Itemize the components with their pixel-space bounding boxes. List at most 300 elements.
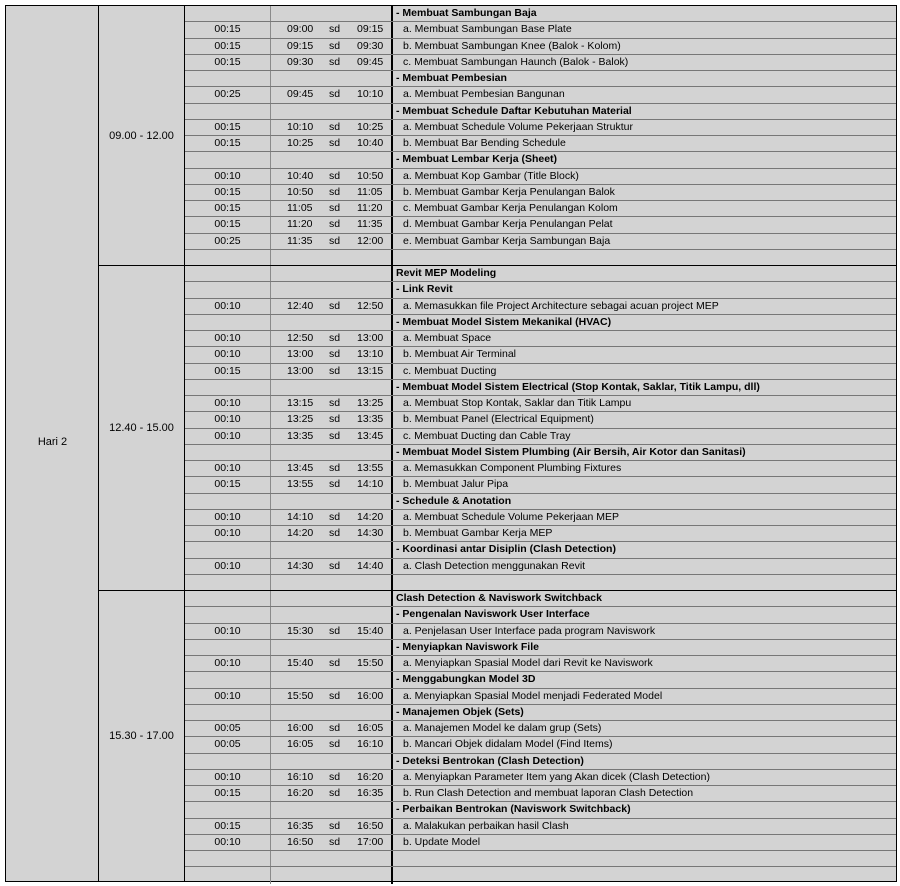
end-time: 10:40 [357, 137, 384, 149]
time-range-cell [271, 104, 393, 119]
sd-separator: sd [329, 120, 341, 133]
end-time: 09:30 [357, 39, 384, 52]
session-time: 09.00 - 12.00 [99, 6, 185, 265]
start-time: 15:40 [287, 657, 314, 669]
table-row [185, 217, 896, 233]
time-range-cell [271, 737, 393, 752]
time-range-cell [271, 591, 393, 606]
section-header-row [185, 71, 896, 87]
table-row [185, 429, 896, 445]
time-range-cell [271, 672, 393, 687]
section-header-row [185, 754, 896, 770]
start-time: 14:10 [287, 510, 314, 523]
activity-description: - Membuat Model Sistem Electrical (Stop Kontak, Saklar, Titik Lampu, dll) [396, 380, 760, 393]
sd-separator: sd [329, 722, 341, 734]
session-block-3 [99, 590, 896, 881]
activity-description [393, 575, 896, 591]
table-row [185, 559, 896, 575]
time-range-cell [271, 640, 393, 655]
activity-description: - Membuat Model Sistem Mekanikal (HVAC) [396, 315, 612, 328]
end-time: 12:00 [357, 234, 384, 247]
start-time: 10:10 [287, 120, 314, 133]
duration-cell: 00:15 [185, 39, 271, 54]
start-time: 14:20 [287, 527, 314, 539]
duration-cell: 00:25 [185, 87, 271, 102]
section-header-row [185, 542, 896, 558]
activity-description: - Pengenalan Naviswork User Interface [396, 608, 590, 621]
sd-separator: sd [329, 23, 341, 36]
table-row [185, 819, 896, 835]
end-time: 13:25 [357, 397, 384, 409]
duration-cell [185, 754, 271, 769]
time-range-cell [271, 380, 393, 395]
time-range-cell [271, 835, 393, 850]
start-time: 13:00 [287, 364, 314, 377]
time-range-cell [271, 87, 393, 102]
table-row [185, 721, 896, 737]
duration-cell: 00:15 [185, 364, 271, 379]
start-time: 15:50 [287, 689, 314, 702]
sd-separator: sd [329, 770, 341, 783]
end-time: 09:15 [357, 23, 384, 36]
time-range-cell [271, 6, 393, 21]
activity-description: a. Membuat Pembesian Bangunan [403, 88, 565, 101]
start-time: 14:30 [287, 559, 314, 572]
table-row [185, 396, 896, 412]
day-column [6, 6, 99, 881]
start-time: 13:00 [287, 348, 314, 361]
end-time: 13:15 [357, 364, 384, 377]
time-range-cell [271, 656, 393, 671]
table-row [185, 656, 896, 672]
section-header-row [185, 607, 896, 623]
section-header-row [185, 282, 896, 298]
time-range-cell [271, 542, 393, 557]
session-time: 15.30 - 17.00 [99, 591, 185, 881]
duration-cell: 00:10 [185, 429, 271, 444]
duration-cell [185, 6, 271, 21]
activity-description: b. Run Clash Detection and membuat laporan Clash Detection [403, 787, 694, 799]
day-label: Hari 2 [37, 436, 68, 448]
start-time: 12:50 [287, 332, 314, 344]
table-row [185, 770, 896, 786]
session-rows [185, 6, 896, 266]
session-time: 12.40 - 15.00 [99, 266, 185, 590]
section-header-row [185, 672, 896, 688]
activity-description: a. Membuat Schedule Volume Pekerjaan Struktur [403, 120, 633, 133]
start-time: 09:45 [287, 88, 314, 101]
end-time: 15:50 [357, 657, 384, 669]
end-time: 13:35 [357, 413, 384, 426]
table-row [185, 526, 896, 542]
sd-separator: sd [329, 819, 341, 832]
sd-separator: sd [329, 478, 341, 491]
empty-row [185, 250, 896, 266]
duration-cell [185, 542, 271, 557]
activity-description: - Menggabungkan Model 3D [396, 673, 536, 686]
start-time: 11:35 [287, 234, 313, 247]
table-row [185, 412, 896, 428]
time-range-cell [271, 217, 393, 232]
duration-cell: 00:10 [185, 299, 271, 314]
table-row [185, 510, 896, 526]
activity-description: - Membuat Model Sistem Plumbing (Air Bersih, Air Kotor dan Sanitasi) [396, 445, 746, 458]
activity-description: - Koordinasi antar Disiplin (Clash Detection) [396, 543, 616, 556]
end-time: 10:50 [357, 169, 384, 182]
table-row [185, 120, 896, 136]
duration-cell: 00:15 [185, 217, 271, 232]
start-time: 16:50 [287, 835, 314, 848]
start-time: 09:15 [287, 39, 314, 52]
activity-description: - Membuat Pembesian [396, 72, 507, 84]
duration-cell [185, 282, 271, 297]
activity-description: - Membuat Schedule Daftar Kebutuhan Material [396, 104, 632, 117]
activity-description: a. Membuat Space [403, 332, 492, 344]
sd-separator: sd [329, 364, 341, 377]
activity-description: a. Clash Detection menggunakan Revit [403, 559, 586, 572]
start-time: 16:10 [287, 770, 314, 783]
sd-separator: sd [329, 413, 341, 426]
time-range-cell [271, 152, 393, 167]
table-row [185, 136, 896, 152]
duration-cell [185, 315, 271, 330]
activity-description: a. Menyiapkan Parameter Item yang Akan dicek (Clash Detection) [403, 770, 710, 783]
time-range-cell [271, 559, 393, 574]
end-time: 12:50 [357, 299, 384, 312]
end-time: 14:20 [357, 510, 384, 523]
duration-cell: 00:10 [185, 169, 271, 184]
time-range-cell [271, 575, 393, 591]
duration-cell [185, 71, 271, 86]
time-range-cell [271, 802, 393, 817]
table-row [185, 689, 896, 705]
time-range-cell [271, 754, 393, 769]
start-time: 13:35 [287, 429, 314, 442]
duration-cell: 00:05 [185, 737, 271, 752]
time-range-cell [271, 136, 393, 151]
table-row [185, 786, 896, 802]
activity-description: Revit MEP Modeling [396, 267, 497, 279]
end-time: 13:55 [357, 462, 384, 474]
table-row [185, 22, 896, 38]
time-range-cell [271, 169, 393, 184]
time-range-cell [271, 786, 393, 801]
sd-separator: sd [329, 462, 341, 474]
start-time: 15:30 [287, 624, 314, 637]
activity-description: a. Menyiapkan Spasial Model menjadi Federated Model [403, 689, 663, 702]
duration-cell: 00:10 [185, 331, 271, 346]
time-range-cell [271, 494, 393, 509]
session-block-1 [99, 6, 896, 265]
section-header-row [185, 266, 896, 282]
duration-cell [185, 104, 271, 119]
duration-cell [185, 250, 271, 266]
time-range-cell [271, 867, 393, 883]
duration-cell: 00:15 [185, 477, 271, 492]
section-header-row [185, 445, 896, 461]
sd-separator: sd [329, 787, 341, 799]
section-header-row [185, 705, 896, 721]
end-time: 16:35 [357, 787, 384, 799]
duration-cell [185, 802, 271, 817]
end-time: 16:00 [357, 689, 384, 702]
time-range-cell [271, 607, 393, 622]
sd-separator: sd [329, 185, 341, 198]
sd-separator: sd [329, 39, 341, 52]
duration-cell: 00:10 [185, 689, 271, 704]
duration-cell: 00:10 [185, 461, 271, 476]
start-time: 11:20 [287, 218, 313, 231]
start-time: 16:35 [287, 819, 314, 832]
start-time: 11:05 [287, 202, 313, 214]
duration-cell [185, 575, 271, 591]
section-header-row [185, 494, 896, 510]
time-range-cell [271, 429, 393, 444]
activity-description: c. Membuat Ducting [403, 364, 497, 377]
start-time: 13:25 [287, 413, 314, 426]
duration-cell [185, 380, 271, 395]
activity-description: - Deteksi Bentrokan (Clash Detection) [396, 754, 584, 767]
time-range-cell [271, 331, 393, 346]
sd-separator: sd [329, 689, 341, 702]
duration-cell: 00:10 [185, 510, 271, 525]
duration-cell: 00:10 [185, 412, 271, 427]
duration-cell: 00:05 [185, 721, 271, 736]
session-rows [185, 266, 896, 591]
activity-description: b. Update Model [403, 835, 481, 848]
time-range-cell [271, 526, 393, 541]
table-row [185, 835, 896, 851]
duration-cell [185, 640, 271, 655]
activity-description: a. Menyiapkan Spasial Model dari Revit ke Naviswork [403, 657, 653, 669]
section-header-row [185, 802, 896, 818]
activity-description: a. Membuat Kop Gambar (Title Block) [403, 169, 579, 182]
duration-cell [185, 867, 271, 883]
duration-cell: 00:25 [185, 234, 271, 249]
duration-cell [185, 851, 271, 866]
table-row [185, 234, 896, 250]
session-rows [185, 591, 896, 884]
time-range-cell [271, 510, 393, 525]
time-range-cell [271, 234, 393, 249]
duration-cell: 00:15 [185, 786, 271, 801]
table-row [185, 39, 896, 55]
session-block-2 [99, 265, 896, 590]
sd-separator: sd [329, 559, 341, 572]
activity-description: b. Membuat Gambar Kerja MEP [403, 527, 553, 539]
end-time: 14:10 [357, 478, 384, 491]
activity-description [393, 851, 896, 866]
duration-cell: 00:10 [185, 396, 271, 411]
activity-description: - Link Revit [396, 283, 453, 296]
table-row [185, 477, 896, 493]
time-range-cell [271, 282, 393, 297]
duration-cell: 00:10 [185, 835, 271, 850]
sd-separator: sd [329, 137, 341, 149]
duration-cell: 00:10 [185, 624, 271, 639]
sd-separator: sd [329, 527, 341, 539]
time-range-cell [271, 71, 393, 86]
start-time: 12:40 [287, 299, 314, 312]
start-time: 16:20 [287, 787, 314, 799]
activity-description: b. Membuat Bar Bending Schedule [403, 137, 566, 149]
start-time: 10:25 [287, 137, 314, 149]
sd-separator: sd [329, 332, 341, 344]
end-time: 16:10 [357, 738, 384, 751]
duration-cell: 00:10 [185, 559, 271, 574]
end-time: 11:05 [357, 185, 383, 198]
time-range-cell [271, 851, 393, 866]
activity-description: - Membuat Lembar Kerja (Sheet) [396, 153, 558, 166]
start-time: 09:30 [287, 55, 314, 68]
sd-separator: sd [329, 397, 341, 409]
activity-description: e. Membuat Gambar Kerja Sambungan Baja [403, 234, 611, 247]
activity-description: - Perbaikan Bentrokan (Naviswork Switchback) [396, 803, 631, 816]
end-time: 17:00 [357, 835, 384, 848]
time-range-cell [271, 624, 393, 639]
table-row [185, 55, 896, 71]
duration-cell: 00:10 [185, 656, 271, 671]
activity-description: a. Memasukkan file Project Architecture sebagai acuan project MEP [403, 299, 719, 312]
time-range-cell [271, 185, 393, 200]
duration-cell: 00:10 [185, 526, 271, 541]
activity-description [393, 250, 896, 266]
end-time: 11:35 [357, 218, 383, 231]
start-time: 16:05 [287, 738, 314, 751]
time-range-cell [271, 364, 393, 379]
duration-cell [185, 445, 271, 460]
time-range-cell [271, 689, 393, 704]
activity-description: d. Membuat Gambar Kerja Penulangan Pelat [403, 218, 613, 231]
duration-cell: 00:15 [185, 22, 271, 37]
sd-separator: sd [329, 169, 341, 182]
sd-separator: sd [329, 55, 341, 68]
time-range-cell [271, 299, 393, 314]
sd-separator: sd [329, 218, 341, 231]
table-row [185, 87, 896, 103]
time-range-cell [271, 120, 393, 135]
activity-description: a. Malakukan perbaikan hasil Clash [403, 819, 569, 832]
time-range-cell [271, 266, 393, 281]
end-time: 13:00 [357, 332, 384, 344]
time-range-cell [271, 412, 393, 427]
activity-description: b. Membuat Air Terminal [403, 348, 517, 361]
activity-description: a. Manajemen Model ke dalam grup (Sets) [403, 722, 602, 734]
duration-cell: 00:15 [185, 136, 271, 151]
duration-cell: 00:15 [185, 55, 271, 70]
section-header-row [185, 640, 896, 656]
end-time: 14:30 [357, 527, 384, 539]
sd-separator: sd [329, 234, 341, 247]
end-time: 14:40 [357, 559, 384, 572]
activity-description: a. Memasukkan Component Plumbing Fixtures [403, 462, 622, 474]
activity-description: a. Membuat Stop Kontak, Saklar dan Titik Lampu [403, 397, 632, 409]
empty-row [185, 867, 896, 883]
activity-description: a. Penjelasan User Interface pada program Naviswork [403, 624, 656, 637]
empty-row [185, 851, 896, 867]
duration-cell [185, 494, 271, 509]
table-row [185, 461, 896, 477]
section-header-row [185, 152, 896, 168]
activity-description: - Membuat Sambungan Baja [396, 7, 537, 19]
sd-separator: sd [329, 202, 341, 214]
start-time: 13:15 [287, 397, 314, 409]
end-time: 16:50 [357, 819, 384, 832]
activity-description: b. Membuat Gambar Kerja Penulangan Balok [403, 185, 615, 198]
duration-cell [185, 672, 271, 687]
section-header-row [185, 380, 896, 396]
activity-description: a. Membuat Sambungan Base Plate [403, 23, 572, 36]
sd-separator: sd [329, 835, 341, 848]
sd-separator: sd [329, 88, 341, 101]
activity-description [393, 867, 896, 883]
end-time: 16:20 [357, 770, 384, 783]
activity-description: b. Membuat Panel (Electrical Equipment) [403, 413, 594, 426]
activity-description: c. Membuat Sambungan Haunch (Balok - Balok) [403, 55, 629, 68]
start-time: 16:00 [287, 722, 314, 734]
duration-cell: 00:15 [185, 819, 271, 834]
activity-description: c. Membuat Ducting dan Cable Tray [403, 429, 571, 442]
duration-cell: 00:10 [185, 770, 271, 785]
time-range-cell [271, 39, 393, 54]
start-time: 10:50 [287, 185, 314, 198]
sd-separator: sd [329, 510, 341, 523]
time-range-cell [271, 770, 393, 785]
end-time: 13:45 [357, 429, 384, 442]
time-range-cell [271, 445, 393, 460]
time-range-cell [271, 461, 393, 476]
duration-cell [185, 705, 271, 720]
activity-description: c. Membuat Gambar Kerja Penulangan Kolom [403, 202, 618, 214]
time-range-cell [271, 22, 393, 37]
activity-description: - Manajemen Objek (Sets) [396, 705, 524, 718]
duration-cell [185, 152, 271, 167]
start-time: 13:55 [287, 478, 314, 491]
start-time: 10:40 [287, 169, 314, 182]
end-time: 10:10 [357, 88, 384, 101]
activity-description: b. Mancari Objek didalam Model (Find Items) [403, 738, 613, 751]
table-row [185, 185, 896, 201]
duration-cell: 00:15 [185, 185, 271, 200]
section-header-row [185, 315, 896, 331]
section-header-row [185, 591, 896, 607]
duration-cell [185, 607, 271, 622]
table-row [185, 299, 896, 315]
sd-separator: sd [329, 657, 341, 669]
end-time: 09:45 [357, 55, 384, 68]
time-range-cell [271, 721, 393, 736]
duration-cell: 00:10 [185, 347, 271, 362]
sd-separator: sd [329, 429, 341, 442]
activity-description: b. Membuat Jalur Pipa [403, 478, 509, 491]
duration-cell: 00:15 [185, 120, 271, 135]
duration-cell [185, 591, 271, 606]
duration-cell: 00:15 [185, 201, 271, 216]
time-range-cell [271, 55, 393, 70]
activity-description: - Schedule & Anotation [396, 494, 512, 507]
empty-row [185, 575, 896, 591]
end-time: 15:40 [357, 624, 384, 637]
sd-separator: sd [329, 348, 341, 361]
table-row [185, 624, 896, 640]
activity-description: Clash Detection & Naviswork Switchback [396, 592, 602, 604]
end-time: 11:20 [357, 202, 383, 214]
end-time: 13:10 [357, 348, 384, 361]
time-range-cell [271, 201, 393, 216]
time-range-cell [271, 315, 393, 330]
activity-description: b. Membuat Sambungan Knee (Balok - Kolom) [403, 39, 621, 52]
table-row [185, 347, 896, 363]
